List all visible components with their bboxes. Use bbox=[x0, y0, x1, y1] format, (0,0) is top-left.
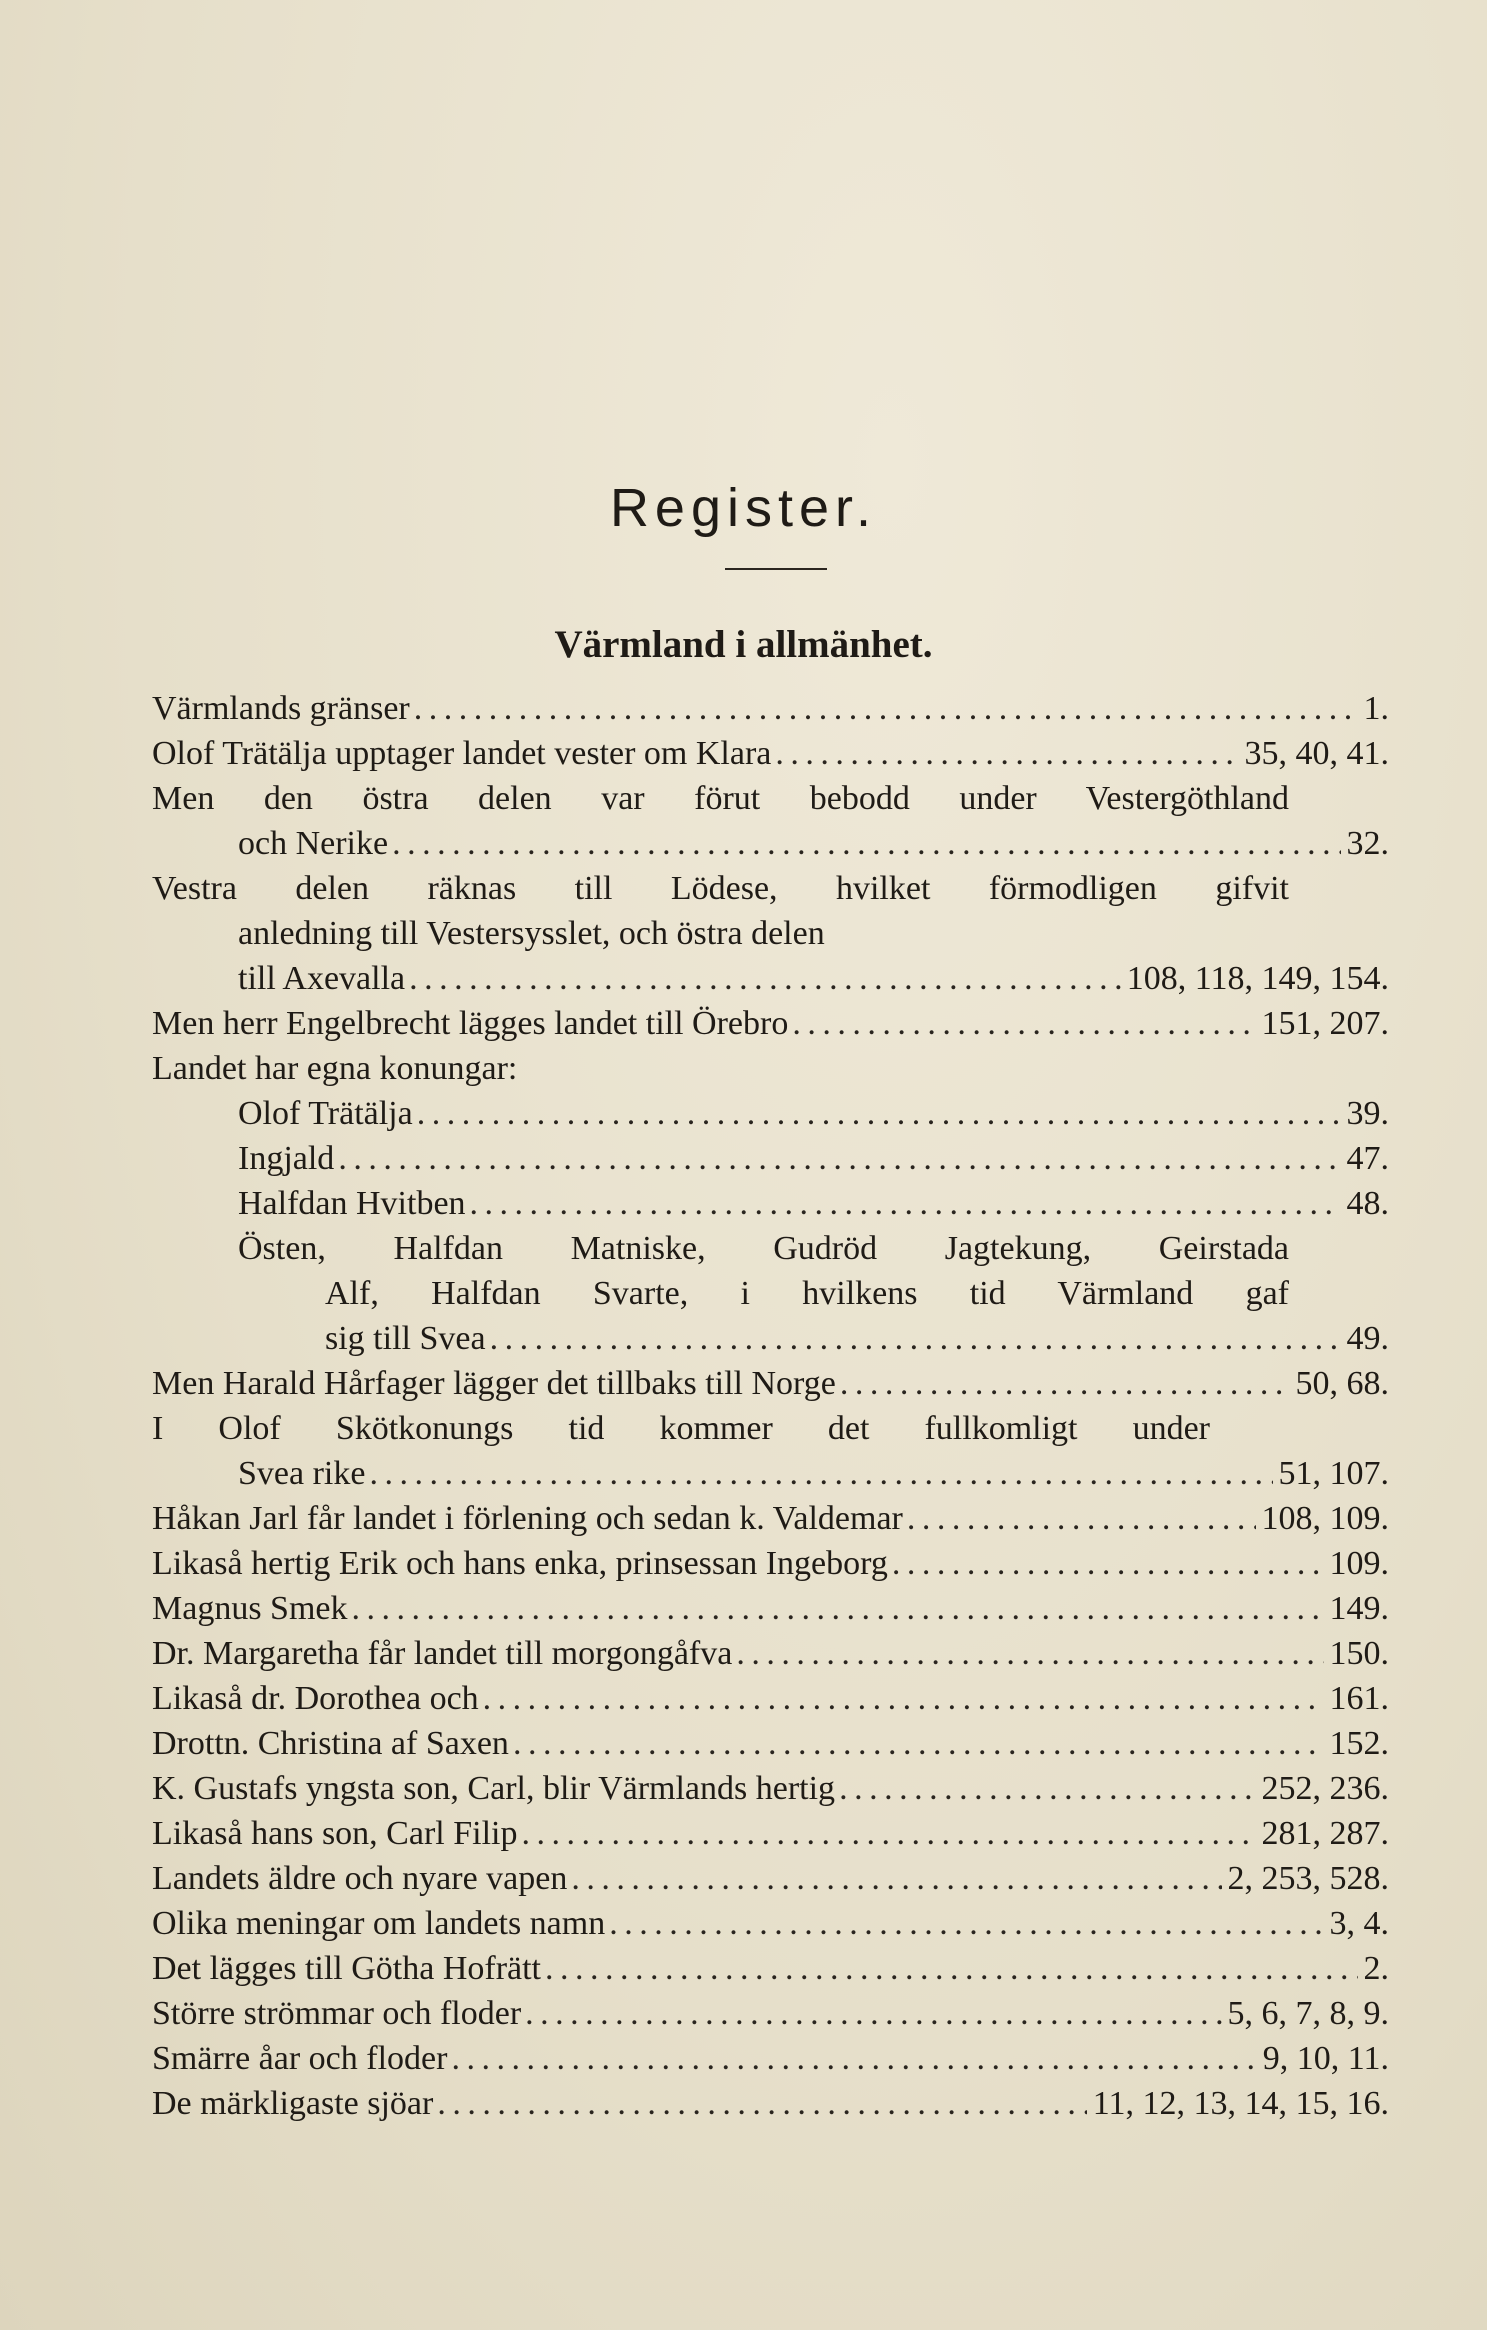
entry-text: Större strömmar och floder bbox=[152, 1995, 522, 2032]
entry-text: Halfdan Hvitben bbox=[238, 1185, 466, 1222]
leader-dots bbox=[483, 1677, 1324, 1721]
entry-text: Ingjald bbox=[238, 1140, 335, 1177]
entry-text: De märkligaste sjöar bbox=[152, 2085, 434, 2122]
leader-dots bbox=[892, 1542, 1324, 1586]
entry-pages: 150. bbox=[1329, 1635, 1389, 1672]
entry-text: till Axevalla bbox=[238, 960, 406, 997]
entry-text: Vestra delen räknas till Lödese, hvilket förmodligen gifvit bbox=[152, 870, 1289, 907]
entry-text: Men herr Engelbrecht lägges landet till Örebro bbox=[152, 1005, 789, 1042]
register-entry bbox=[152, 1362, 1389, 1406]
register-entry bbox=[152, 1002, 1389, 1046]
entry-pages: 49. bbox=[1346, 1320, 1389, 1357]
entry-text: K. Gustafs yngsta son, Carl, blir Värmlands hertig bbox=[152, 1770, 836, 1807]
entry-text: Olof Trätälja bbox=[238, 1095, 413, 1132]
entry-text: Likaså hertig Erik och hans enka, prinsessan Ingeborg bbox=[152, 1545, 888, 1582]
entry-pages: 151, 207. bbox=[1261, 1005, 1389, 1042]
leader-dots bbox=[521, 1812, 1255, 1856]
register-entry bbox=[152, 1722, 1389, 1766]
entry-pages: 48. bbox=[1346, 1185, 1389, 1222]
entry-text: anledning till Vestersysslet, och östra delen bbox=[238, 915, 825, 952]
register-entry bbox=[152, 2082, 1389, 2126]
entry-text: Olof Trätälja upptager landet vester om Klara bbox=[152, 735, 772, 772]
leader-dots bbox=[409, 957, 1121, 1001]
entry-text: Landet har egna konungar: bbox=[152, 1050, 518, 1087]
entry-text: Svea rike bbox=[238, 1455, 366, 1492]
entry-text: Östen, Halfdan Matniske, Gudröd Jagtekung, Geirstada bbox=[238, 1230, 1289, 1267]
leader-dots bbox=[907, 1497, 1256, 1541]
leader-dots bbox=[792, 1002, 1255, 1046]
entry-text: Olika meningar om landets namn bbox=[152, 1905, 606, 1942]
leader-dots bbox=[736, 1632, 1323, 1676]
entry-pages: 35, 40, 41. bbox=[1244, 735, 1389, 772]
entry-text: Alf, Halfdan Svarte, i hvilkens tid Värmland gaf bbox=[325, 1275, 1289, 1312]
entry-pages: 11, 12, 13, 14, 15, 16. bbox=[1092, 2085, 1389, 2122]
register-entry bbox=[152, 1632, 1389, 1676]
entry-text: Men Harald Hårfager lägger det tillbaks till Norge bbox=[152, 1365, 836, 1402]
register-entry bbox=[152, 1677, 1389, 1721]
entry-text: Smärre åar och floder bbox=[152, 2040, 448, 2077]
entry-pages: 152. bbox=[1329, 1725, 1389, 1762]
leader-dots bbox=[840, 1362, 1290, 1406]
leader-dots bbox=[417, 1092, 1341, 1136]
entry-pages: 3, 4. bbox=[1329, 1905, 1389, 1942]
leader-dots bbox=[490, 1317, 1341, 1361]
entry-text: Men den östra delen var förut bebodd under Vestergöthland bbox=[152, 780, 1289, 817]
register-entry bbox=[238, 1452, 1389, 1496]
register-entry bbox=[152, 732, 1389, 776]
entry-pages: 51, 107. bbox=[1278, 1455, 1389, 1492]
leader-dots bbox=[775, 732, 1238, 776]
register-entry bbox=[152, 1902, 1389, 1946]
entry-text: Det lägges till Götha Hofrätt bbox=[152, 1950, 542, 1987]
entry-pages: 149. bbox=[1329, 1590, 1389, 1627]
register-entry bbox=[152, 1542, 1389, 1586]
leader-dots bbox=[414, 687, 1358, 731]
entry-text: och Nerike bbox=[238, 825, 389, 862]
entry-text: Håkan Jarl får landet i förlening och sedan k. Valdemar bbox=[152, 1500, 903, 1537]
entry-text: Värmlands gränser bbox=[152, 690, 410, 727]
register-entry bbox=[152, 1587, 1389, 1631]
entry-text: Dr. Margaretha får landet till morgongåfva bbox=[152, 1635, 733, 1672]
entry-pages: 47. bbox=[1346, 1140, 1389, 1177]
leader-dots bbox=[470, 1182, 1341, 1226]
register-entry bbox=[238, 1182, 1389, 1226]
entry-pages: 9, 10, 11. bbox=[1262, 2040, 1389, 2077]
register-entry bbox=[152, 1857, 1389, 1901]
register-entry bbox=[152, 1497, 1389, 1541]
register-entry bbox=[152, 1812, 1389, 1856]
leader-dots bbox=[451, 2037, 1256, 2081]
entry-text: Magnus Smek bbox=[152, 1590, 348, 1627]
leader-dots bbox=[437, 2082, 1086, 2126]
entry-text: I Olof Skötkonungs tid kommer det fullkomligt under bbox=[152, 1410, 1210, 1447]
entry-pages: 252, 236. bbox=[1261, 1770, 1389, 1807]
leader-dots bbox=[392, 822, 1340, 866]
leader-dots bbox=[352, 1587, 1324, 1631]
register-entry bbox=[152, 1767, 1389, 1811]
register-entry bbox=[325, 1317, 1389, 1361]
leader-dots bbox=[525, 1992, 1221, 2036]
register-entry bbox=[238, 1092, 1389, 1136]
register-entry bbox=[152, 1947, 1389, 1991]
entry-pages: 32. bbox=[1346, 825, 1389, 862]
leader-dots bbox=[609, 1902, 1323, 1946]
entry-pages: 109. bbox=[1329, 1545, 1389, 1582]
leader-dots bbox=[513, 1722, 1324, 1766]
leader-dots bbox=[571, 1857, 1221, 1901]
entry-text: Likaså hans son, Carl Filip bbox=[152, 1815, 518, 1852]
entry-pages: 161. bbox=[1329, 1680, 1389, 1717]
entry-pages: 281, 287. bbox=[1261, 1815, 1389, 1852]
entry-pages: 108, 118, 149, 154. bbox=[1126, 960, 1389, 997]
entry-text: sig till Svea bbox=[325, 1320, 486, 1357]
leader-dots bbox=[545, 1947, 1357, 1991]
section-heading: Värmland i allmänhet. bbox=[554, 623, 933, 666]
entry-pages: 5, 6, 7, 8, 9. bbox=[1227, 1995, 1389, 2032]
register-entry bbox=[152, 687, 1389, 731]
register-entry bbox=[152, 2037, 1389, 2081]
entry-pages: 2. bbox=[1363, 1950, 1389, 1987]
register-entry bbox=[238, 822, 1389, 866]
entry-text: Landets äldre och nyare vapen bbox=[152, 1860, 568, 1897]
leader-dots bbox=[369, 1452, 1272, 1496]
register-entry bbox=[238, 957, 1389, 1001]
entry-text: Likaså dr. Dorothea och bbox=[152, 1680, 479, 1717]
entry-pages: 50, 68. bbox=[1295, 1365, 1389, 1402]
leader-dots bbox=[839, 1767, 1255, 1811]
entry-pages: 39. bbox=[1346, 1095, 1389, 1132]
entry-pages: 108, 109. bbox=[1261, 1500, 1389, 1537]
entry-text: Drottn. Christina af Saxen bbox=[152, 1725, 509, 1762]
leader-dots bbox=[338, 1137, 1340, 1181]
entry-pages: 2, 253, 528. bbox=[1227, 1860, 1389, 1897]
entry-pages: 1. bbox=[1363, 690, 1389, 727]
register-entry bbox=[238, 1137, 1389, 1181]
page-title: Register. bbox=[609, 478, 878, 538]
register-entry bbox=[152, 1992, 1389, 2036]
